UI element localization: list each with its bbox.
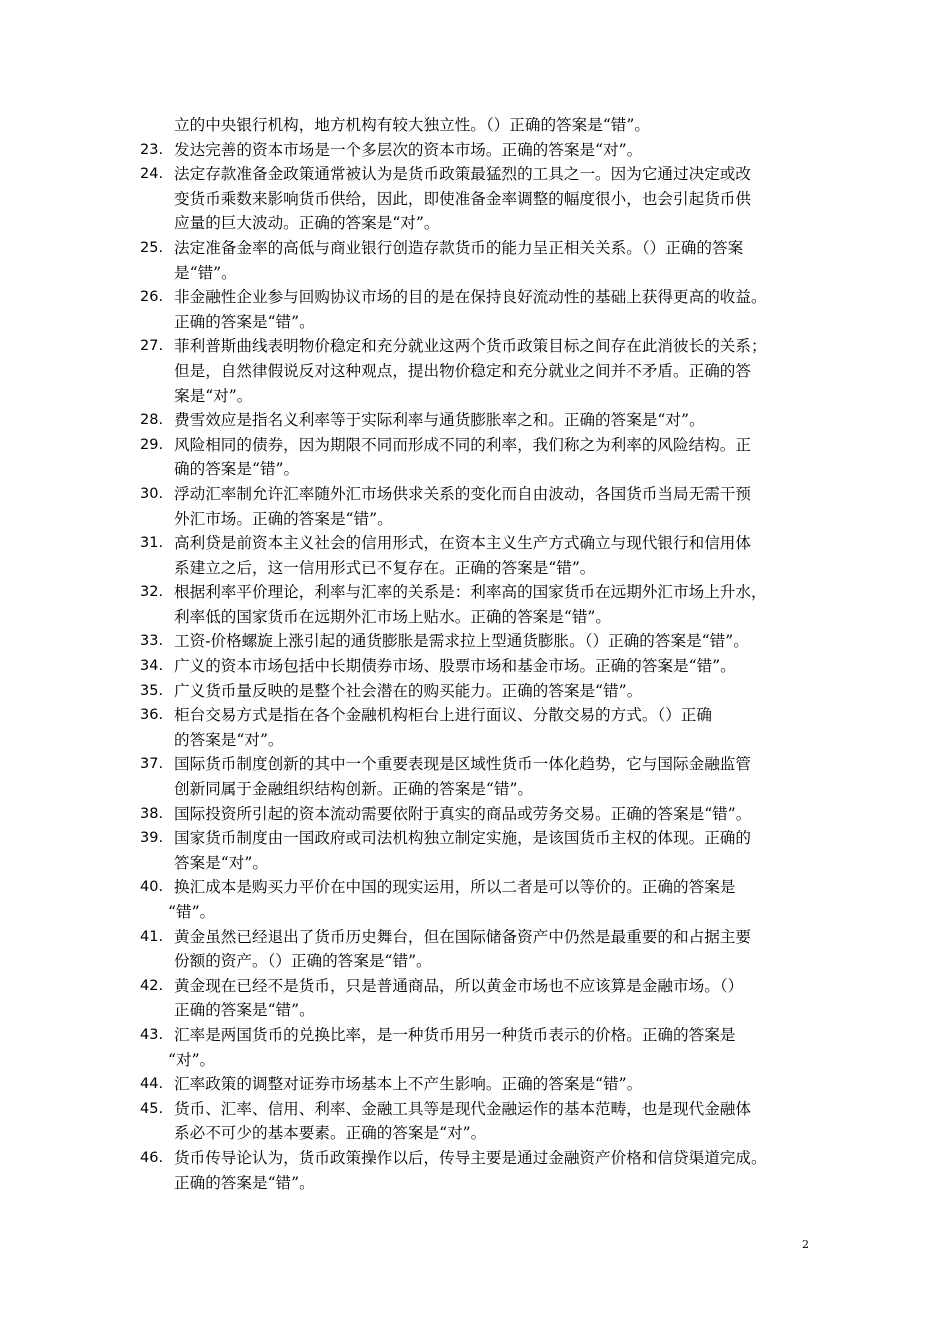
continued-line — [140, 113, 820, 138]
list-item — [140, 826, 820, 851]
list-item — [140, 1072, 820, 1097]
item-text-line: 广义货币量反映的是整个社会潜在的购买能力。正确的答案是“错”。 — [174, 681, 643, 700]
item-text-line: 工资-价格螺旋上涨引起的通货膨胀是需求拉上型通货膨胀。（）正确的答案是“错”。 — [174, 632, 749, 651]
item-number: 26. — [140, 289, 164, 306]
item-text-line: 费雪效应是指名义利率等于实际利率与通货膨胀率之和。正确的答案是“对”。 — [174, 411, 705, 430]
item-text-line: 立的中央银行机构，地方机构有较大独立性。（）正确的答案是“错”。 — [174, 116, 650, 134]
list-item — [140, 408, 820, 433]
item-text-line: “错”。 — [168, 903, 216, 921]
item-number: 28. — [140, 412, 164, 429]
item-text-line: 风险相同的债券，因为期限不同而形成不同的利率，我们称之为利率的风险结构。正 — [174, 435, 751, 454]
item-text-line: 货币、汇率、信用、利率、金融工具等是现代金融运作的基本范畴，也是现代金融体 — [174, 1099, 751, 1118]
list-item — [140, 629, 820, 654]
item-number: 39. — [140, 830, 164, 847]
list-item-continuation — [140, 1121, 820, 1146]
item-text-line: 非金融性企业参与回购协议市场的目的是在保持良好流动性的基础上获得更高的收益。 — [174, 288, 767, 307]
list-item-continuation — [140, 211, 820, 236]
item-text-line: 浮动汇率制允许汇率随外汇市场供求关系的变化而自由波动，各国货币当局无需干预 — [174, 484, 751, 503]
item-text-line: 变货币乘数来影响货币供给，因此，即使准备金率调整的幅度很小，也会引起货币供 — [174, 189, 751, 208]
item-number: 30. — [140, 485, 164, 502]
item-number: 24. — [140, 166, 164, 183]
list-item — [140, 236, 820, 261]
list-item-continuation — [140, 851, 820, 876]
item-number: 23. — [140, 141, 164, 158]
item-number: 44. — [140, 1076, 164, 1093]
list-item — [140, 162, 820, 187]
list-item-continuation — [140, 1171, 820, 1196]
list-item-continuation — [140, 556, 820, 581]
list-item-continuation — [140, 949, 820, 974]
item-text-line: 发达完善的资本市场是一个多层次的资本市场。正确的答案是“对”。 — [174, 140, 643, 159]
item-text-line: 黄金虽然已经退出了货币历史舞台，但在国际储备资产中仍然是最重要的和占据主要 — [174, 927, 751, 946]
question-list — [140, 113, 820, 1195]
list-item-continuation — [140, 998, 820, 1023]
item-text-line: 创新同属于金融组织结构创新。正确的答案是“错”。 — [174, 780, 534, 799]
list-item — [140, 1146, 820, 1171]
item-number: 40. — [140, 879, 164, 896]
list-item — [140, 138, 820, 163]
item-text-line: 答案是“对”。 — [174, 853, 268, 872]
item-text-line: 案是“对”。 — [174, 386, 253, 405]
item-text-line: 菲利普斯曲线表明物价稳定和充分就业这两个货币政策目标之间存在此消彼长的关系； — [174, 337, 767, 356]
item-number: 36. — [140, 707, 164, 724]
list-item — [140, 433, 820, 458]
item-text-line: 货币传导论认为，货币政策操作以后，传导主要是通过金融资产价格和信贷渠道完成。 — [174, 1148, 767, 1167]
page-number: 2 — [802, 1238, 809, 1251]
item-text-line: 应量的巨大波动。正确的答案是“对”。 — [174, 214, 440, 233]
item-text-line: 高利贷是前资本主义社会的信用形式，在资本主义生产方式确立与现代银行和信用体 — [174, 534, 751, 553]
list-item-continuation — [140, 900, 820, 925]
list-item-continuation — [140, 777, 820, 802]
item-number: 41. — [140, 928, 164, 945]
item-text-line: 法定存款准备金政策通常被认为是货币政策最猛烈的工具之一。因为它通过决定或改 — [174, 165, 751, 184]
list-item — [140, 703, 820, 728]
item-text-line: 确的答案是“错”。 — [174, 460, 300, 479]
item-text-line: 系必不可少的基本要素。正确的答案是“对”。 — [174, 1124, 487, 1143]
list-item-continuation — [140, 310, 820, 335]
list-item — [140, 802, 820, 827]
item-text-line: 的答案是“对”。 — [174, 730, 284, 749]
item-text-line: 汇率是两国货币的兑换比率，是一种货币用另一种货币表示的价格。正确的答案是 — [174, 1025, 736, 1044]
list-item-continuation — [140, 261, 820, 286]
item-number: 25. — [140, 239, 164, 256]
list-item-continuation — [140, 359, 820, 384]
item-text-line: 国际货币制度创新的其中一个重要表现是区域性货币一体化趋势，它与国际金融监管 — [174, 755, 751, 774]
list-item — [140, 334, 820, 359]
list-item — [140, 875, 820, 900]
list-item — [140, 974, 820, 999]
item-text-line: 黄金现在已经不是货币，只是普通商品，所以黄金市场也不应该算是金融市场。（） — [174, 976, 744, 995]
list-item — [140, 580, 820, 605]
item-text-line: 但是，自然律假说反对这种观点，提出物价稳定和充分就业之间并不矛盾。正确的答 — [174, 361, 751, 380]
list-item-continuation — [140, 1048, 820, 1073]
item-text-line: 柜台交易方式是指在各个金融机构柜台上进行面议、分散交易的方式。（）正确 — [174, 706, 712, 725]
item-number: 27. — [140, 338, 164, 355]
item-text-line: 法定准备金率的高低与商业银行创造存款货币的能力呈正相关关系。（）正确的答案 — [174, 238, 744, 257]
item-number: 38. — [140, 805, 164, 822]
item-text-line: “对”。 — [168, 1050, 216, 1069]
item-text-line: 国家货币制度由一国政府或司法机构独立制定实施，是该国货币主权的体现。正确的 — [174, 829, 751, 848]
item-number: 43. — [140, 1026, 164, 1043]
list-item-continuation — [140, 457, 820, 482]
item-number: 32. — [140, 584, 164, 601]
item-number: 42. — [140, 977, 164, 994]
item-text-line: 正确的答案是“错”。 — [174, 1173, 315, 1192]
list-item-continuation — [140, 507, 820, 532]
list-item — [140, 1023, 820, 1048]
item-text-line: 根据利率平价理论，利率与汇率的关系是：利率高的国家货币在远期外汇市场上升水， — [174, 583, 767, 602]
list-item — [140, 531, 820, 556]
list-item-continuation — [140, 605, 820, 630]
item-number: 31. — [140, 535, 164, 552]
item-text-line: 国际投资所引起的资本流动需要依附于真实的商品或劳务交易。正确的答案是“错”。 — [174, 804, 752, 823]
item-number: 45. — [140, 1100, 164, 1117]
list-item-continuation — [140, 187, 820, 212]
list-item-continuation — [140, 384, 820, 409]
item-text-line: 是“错”。 — [174, 263, 237, 282]
item-text-line: 正确的答案是“错”。 — [174, 1001, 315, 1020]
item-text-line: 利率低的国家货币在远期外汇市场上贴水。正确的答案是“错”。 — [174, 607, 611, 626]
item-text-line: 汇率政策的调整对证券市场基本上不产生影响。正确的答案是“错”。 — [174, 1075, 643, 1094]
list-item — [140, 1097, 820, 1122]
item-number: 35. — [140, 682, 164, 699]
item-text-line: 系建立之后，这一信用形式已不复存在。正确的答案是“错”。 — [174, 558, 596, 577]
list-item — [140, 654, 820, 679]
list-item — [140, 925, 820, 950]
list-item — [140, 752, 820, 777]
list-item — [140, 679, 820, 704]
item-text-line: 正确的答案是“错”。 — [174, 312, 315, 331]
item-text-line: 外汇市场。正确的答案是“错”。 — [174, 509, 393, 528]
item-text-line: 广义的资本市场包括中长期债券市场、股票市场和基金市场。正确的答案是“错”。 — [174, 657, 736, 676]
list-item — [140, 285, 820, 310]
item-number: 46. — [140, 1149, 164, 1166]
item-number: 37. — [140, 756, 164, 773]
list-item — [140, 482, 820, 507]
item-number: 29. — [140, 436, 164, 453]
item-number: 34. — [140, 658, 164, 675]
list-item-continuation — [140, 728, 820, 753]
item-number: 33. — [140, 633, 164, 650]
item-text-line: 份额的资产。（）正确的答案是“错”。 — [174, 952, 432, 971]
item-text-line: 换汇成本是购买力平价在中国的现实运用，所以二者是可以等价的。正确的答案是 — [174, 878, 736, 897]
